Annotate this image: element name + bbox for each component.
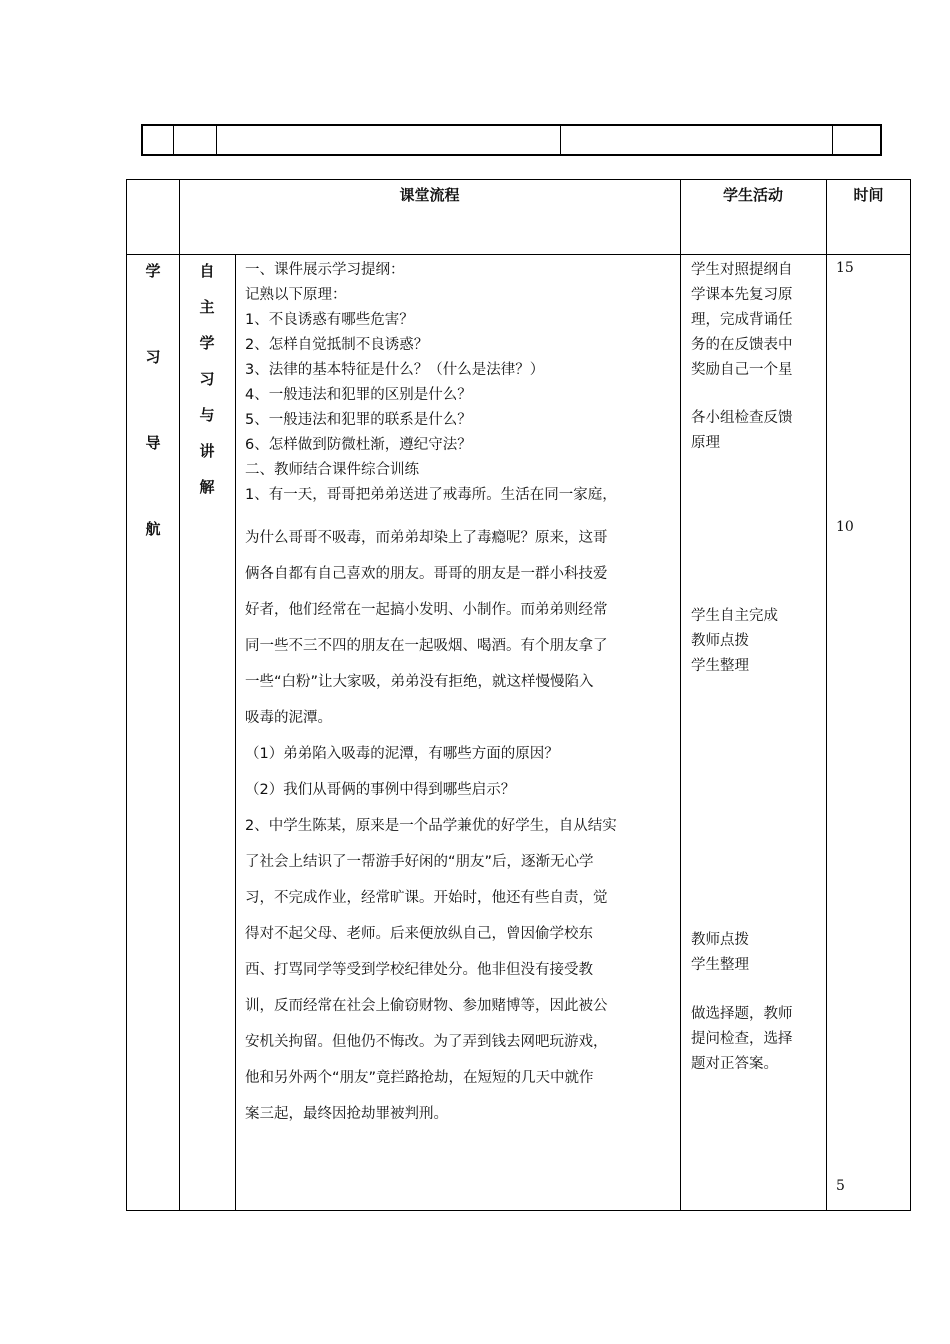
activity-line: 学课本先复习原 (691, 287, 793, 303)
header-time: 时间 (853, 186, 884, 204)
top-table (141, 124, 882, 156)
content-line: 4、一般违法和犯罪的区别是什么？ (245, 387, 472, 403)
content-line: 1、有一天，哥哥把弟弟送进了戒毒所。生活在同一家庭， (245, 487, 617, 503)
time-value: 10 (836, 519, 854, 535)
content-line: 好者，他们经常在一起搞小发明、小制作。而弟弟则经常 (245, 602, 608, 618)
content-line: 习，不完成作业，经常旷课。开始时，他还有些自责，觉 (245, 890, 608, 906)
top-table-cell (833, 126, 880, 154)
content-line: 他和另外两个“朋友”竟拦路抢劫，在短短的几天中就作 (245, 1070, 594, 1086)
content-line: 俩各自都有自己喜欢的朋友。哥哥的朋友是一群小科技爱 (245, 566, 608, 582)
content-line: （1）弟弟陷入吸毒的泥潭，有哪些方面的原因？ (245, 746, 559, 762)
content-line: 得对不起父母、老师。后来便放纵自己，曾因偷学校东 (245, 926, 593, 942)
section-char: 学 (145, 262, 161, 280)
content-line: 训，反而经常在社会上偷窃财物、参加赌博等，因此被公 (245, 998, 608, 1014)
content-line: 了社会上结识了一帮游手好闲的“朋友”后，逐渐无心学 (245, 854, 594, 870)
top-table-cell (174, 126, 217, 154)
activity-line: 务的在反馈表中 (691, 337, 793, 353)
activity-line: 教师点拨 (691, 633, 749, 649)
section-char: 自 (199, 262, 215, 280)
content-line: 一些“白粉”让大家吸，弟弟没有拒绝，就这样慢慢陷入 (245, 674, 594, 690)
content-line: 西、打骂同学等受到学校纪律处分。他非但没有接受教 (245, 962, 593, 978)
content-line: 2、怎样自觉抵制不良诱惑？ (245, 337, 429, 353)
activity-line: 奖励自己一个星 (691, 362, 793, 378)
activity-line: 原理 (691, 435, 720, 451)
content-line: 1、不良诱惑有哪些危害？ (245, 312, 414, 328)
content-line: 5、一般违法和犯罪的联系是什么？ (245, 412, 472, 428)
column-divider (179, 180, 180, 1210)
content-line: 一、课件展示学习提纲： (245, 262, 405, 278)
activity-line: 理，完成背诵任 (691, 312, 793, 328)
section-char: 习 (199, 370, 215, 388)
activity-line: 学生整理 (691, 957, 749, 973)
lesson-table (126, 179, 911, 1211)
content-line: 安机关拘留。但他仍不悔改。为了弄到钱去网吧玩游戏， (245, 1034, 608, 1050)
content-line: 吸毒的泥潭。 (245, 710, 332, 726)
section-char: 解 (199, 478, 215, 496)
section-char: 与 (199, 406, 215, 424)
activity-line: 学生整理 (691, 658, 749, 674)
activity-line: 学生自主完成 (691, 608, 778, 624)
header-divider (127, 254, 910, 255)
section-char: 习 (145, 348, 161, 366)
content-line: 为什么哥哥不吸毒，而弟弟却染上了毒瘾呢？原来，这哥 (245, 530, 608, 546)
header-activity: 学生活动 (722, 186, 783, 204)
time-value: 5 (836, 1178, 845, 1194)
top-table-cell (217, 126, 561, 154)
content-line: 3、法律的基本特征是什么？（什么是法律？） (245, 362, 545, 378)
section-char: 航 (145, 520, 161, 538)
header-flow: 课堂流程 (399, 186, 460, 204)
column-divider (680, 180, 681, 1210)
top-table-cell (561, 126, 833, 154)
content-line: 2、中学生陈某，原来是一个品学兼优的好学生，自从结实 (245, 818, 617, 834)
activity-line: 提问检查，选择 (691, 1031, 793, 1047)
content-line: 6、怎样做到防微杜渐，遵纪守法？ (245, 437, 472, 453)
activity-line: 各小组检查反馈 (691, 410, 793, 426)
section-char: 导 (145, 434, 161, 452)
content-line: 案三起，最终因抢劫罪被判刑。 (245, 1106, 448, 1122)
content-line: 记熟以下原理： (245, 287, 347, 303)
column-divider (235, 254, 236, 1210)
activity-line: 题对正答案。 (691, 1056, 778, 1072)
content-line: 二、教师结合课件综合训练 (245, 462, 419, 478)
content-line: （2）我们从哥俩的事例中得到哪些启示？ (245, 782, 516, 798)
activity-line: 教师点拨 (691, 932, 749, 948)
activity-line: 做选择题，教师 (691, 1006, 793, 1022)
column-divider (826, 180, 827, 1210)
activity-line: 学生对照提纲自 (691, 262, 793, 278)
section-char: 主 (199, 298, 215, 316)
time-value: 15 (836, 260, 854, 276)
content-line: 同一些不三不四的朋友在一起吸烟、喝酒。有个朋友拿了 (245, 638, 608, 654)
top-table-cell (143, 126, 174, 154)
section-char: 讲 (199, 442, 215, 460)
section-char: 学 (199, 334, 215, 352)
